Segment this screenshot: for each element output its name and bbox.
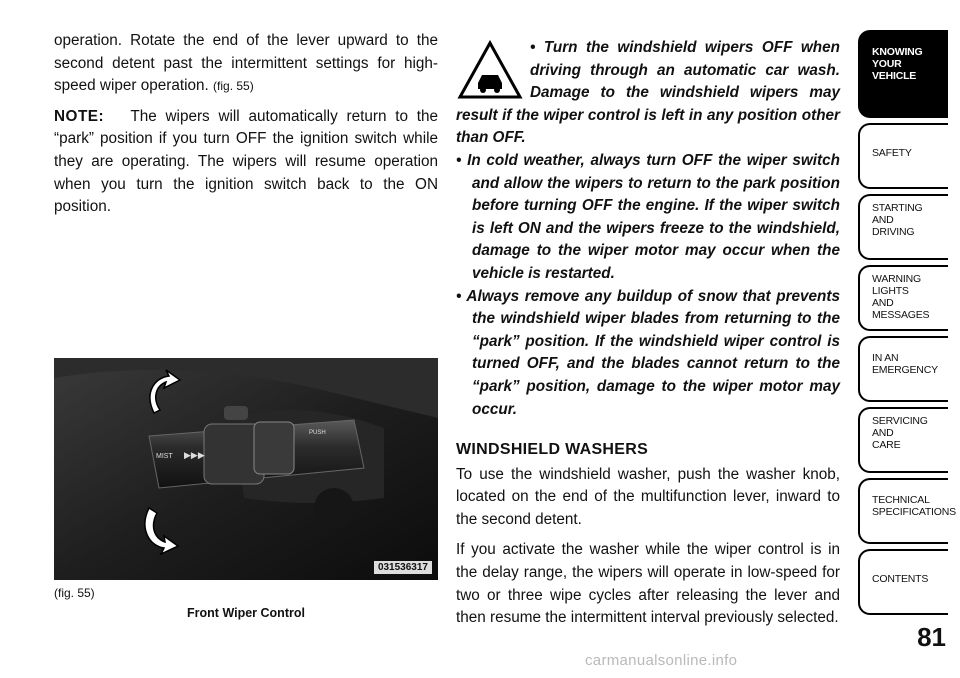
tab-knowing-your-vehicle[interactable] — [858, 30, 948, 118]
tab-safety[interactable] — [858, 123, 948, 189]
tab-label: CARE — [872, 439, 901, 451]
note-paragraph — [54, 106, 438, 219]
tab-label: TECHNICAL — [872, 494, 930, 506]
tab-label: MESSAGES — [872, 309, 930, 321]
tab-in-an-emergency[interactable] — [858, 336, 948, 402]
tab-label: SERVICING — [872, 415, 928, 427]
chapter-tabs — [858, 30, 956, 620]
tab-label: DRIVING — [872, 226, 915, 238]
paragraph: To use the windshield washer, push the washer knob, located on the end of the multifunction lever, inward to the second detent. — [456, 465, 840, 528]
tab-label: SPECIFICATIONS — [872, 506, 956, 518]
tab-label: VEHICLE — [872, 70, 917, 82]
figure-caption: Front Wiper Control — [187, 606, 305, 620]
warning-block — [456, 37, 840, 421]
left-column — [54, 30, 438, 227]
tab-label: KNOWING — [872, 46, 923, 58]
lever-label-mist: MIST — [156, 453, 173, 460]
tab-label: YOUR — [872, 58, 902, 70]
warning-bullet: • Turn the windshield wipers OFF when driving through an automatic car wash. Damage to the windshield wipers may result if the wiper control is left in any position other than OFF. — [456, 39, 840, 147]
figure-reference: (fig. 55) — [213, 79, 254, 94]
tab-label: STARTING — [872, 202, 923, 214]
tab-technical-specifications[interactable] — [858, 478, 956, 544]
note-label: NOTE: — [54, 107, 105, 125]
note-text: The wipers will automatically return to the “park” position if you turn OFF the ignition switch while they are operating. The wipers will resume operation when you turn the ignition switch back to the ON position. — [54, 107, 438, 216]
wiper-lever-illustration — [54, 358, 438, 580]
paragraph: If you activate the washer while the wiper control is in the delay range, the wipers will operate in low-speed for two or three wipe cycles after releasing the lever and then resume the intermittent interval previously selected. — [456, 541, 840, 627]
paragraph-high-speed — [54, 30, 438, 98]
tab-label: IN AN — [872, 352, 899, 364]
section-heading: WINDSHIELD WASHERS — [456, 441, 649, 459]
tab-label: WARNING — [872, 273, 921, 285]
svg-text:▶▶▶: ▶▶▶ — [184, 451, 205, 461]
tab-label: CONTENTS — [872, 573, 929, 585]
tab-warning-lights-and-messages[interactable] — [858, 265, 948, 331]
tab-label: LIGHTS — [872, 285, 909, 297]
warning-bullet: • Always remove any buildup of snow that prevents the windshield wiper blades from returning to the “park” position. If the windshield wiper control is turned OFF, and the blades cannot return to the “park” position, damage to the wiper motor may occur. — [456, 287, 840, 418]
tab-starting-and-driving[interactable] — [858, 194, 948, 260]
tab-contents[interactable] — [858, 549, 948, 615]
tab-label: AND — [872, 214, 894, 226]
lever-label-push: PUSH — [309, 430, 326, 436]
figure-reference: (fig. 55) — [54, 586, 95, 600]
tab-label: AND — [872, 427, 894, 439]
figure-front-wiper-control — [54, 358, 438, 580]
tab-label: SAFETY — [872, 147, 912, 159]
tab-label: EMERGENCY — [872, 364, 938, 376]
paragraph-text: operation. Rotate the end of the lever upward to the second detent past the intermittent settings for high-speed wiper operation. — [54, 32, 438, 95]
page-number: 81 — [917, 622, 946, 652]
right-column — [456, 37, 840, 638]
tab-label: AND — [872, 297, 894, 309]
tab-servicing-and-care[interactable] — [858, 407, 948, 473]
warning-icon — [456, 37, 524, 103]
watermark: carmanualsonline.info — [585, 652, 738, 669]
warning-bullet: • In cold weather, always turn OFF the wiper switch and allow the wipers to return to the park position before turning OFF the engine. If the wiper switch is left ON and the wipers freeze to the windshield, damage to the wiper motor may occur when the vehicle is restarted. — [456, 151, 840, 282]
figure-id-label: 031536317 — [374, 561, 432, 574]
